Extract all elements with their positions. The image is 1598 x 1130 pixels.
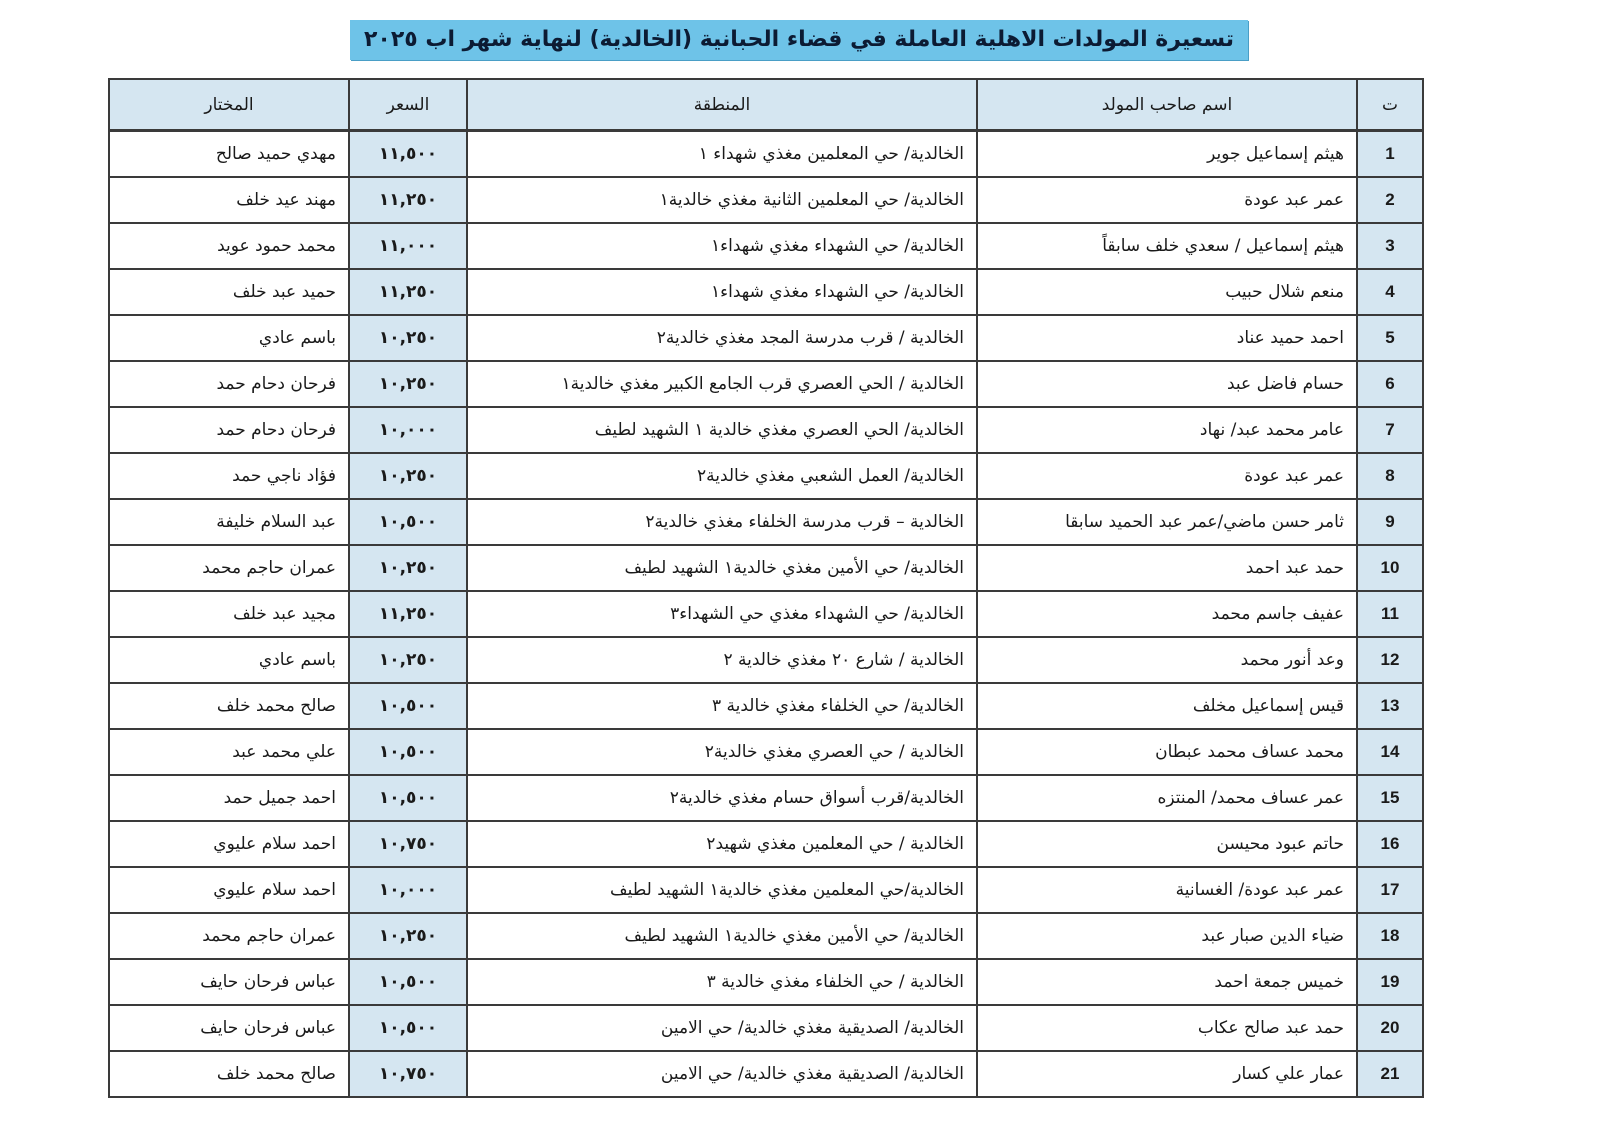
table-row — [109, 1005, 1423, 1051]
table-row — [109, 499, 1423, 545]
row-price-cell: ١٠,٧٥٠ — [349, 821, 467, 867]
title-wrap — [0, 20, 1598, 60]
row-price-cell: ١٠,٢٥٠ — [349, 913, 467, 959]
table-row — [109, 683, 1423, 729]
row-mukhtar-cell: مجيد عبد خلف — [109, 591, 349, 637]
row-owner-cell: احمد حميد عناد — [977, 315, 1357, 361]
row-price-cell: ١١,٢٥٠ — [349, 177, 467, 223]
row-owner-cell: عامر محمد عبد/ نهاد — [977, 407, 1357, 453]
row-mukhtar-cell: علي محمد عبد — [109, 729, 349, 775]
row-price-cell: ١٠,٢٥٠ — [349, 637, 467, 683]
row-mukhtar-cell: مهند عيد خلف — [109, 177, 349, 223]
row-owner-cell: حمد عبد احمد — [977, 545, 1357, 591]
table-row — [109, 729, 1423, 775]
row-price-cell: ١١,٢٥٠ — [349, 269, 467, 315]
row-price-cell: ١١,٠٠٠ — [349, 223, 467, 269]
row-price-cell: ١١,٢٥٠ — [349, 591, 467, 637]
row-owner-cell: هيثم إسماعيل جوير — [977, 131, 1357, 178]
table-row — [109, 545, 1423, 591]
table-row — [109, 453, 1423, 499]
row-mukhtar-cell: عباس فرحان حايف — [109, 959, 349, 1005]
table-header — [109, 79, 1423, 131]
table-row — [109, 361, 1423, 407]
row-owner-cell: منعم شلال حبيب — [977, 269, 1357, 315]
row-index-cell: 1 — [1357, 131, 1423, 178]
row-area-cell: الخالدية/حي المعلمين مغذي خالدية١ الشهيد لطيف — [467, 867, 977, 913]
row-price-cell: ١٠,٥٠٠ — [349, 499, 467, 545]
row-owner-cell: قيس إسماعيل مخلف — [977, 683, 1357, 729]
row-area-cell: الخالدية/ حي الشهداء مغذي حي الشهداء٣ — [467, 591, 977, 637]
row-owner-cell: محمد عساف محمد عبطان — [977, 729, 1357, 775]
row-index-cell: 4 — [1357, 269, 1423, 315]
row-index-cell: 9 — [1357, 499, 1423, 545]
row-area-cell: الخالدية/ حي الخلفاء مغذي خالدية ٣ — [467, 683, 977, 729]
row-index-cell: 21 — [1357, 1051, 1423, 1097]
table-row — [109, 223, 1423, 269]
row-area-cell: الخالدية/ الحي العصري مغذي خالدية ١ الشهيد لطيف — [467, 407, 977, 453]
row-price-cell: ١٠,٥٠٠ — [349, 683, 467, 729]
row-area-cell: الخالدية / قرب مدرسة المجد مغذي خالدية٢ — [467, 315, 977, 361]
table-row — [109, 637, 1423, 683]
row-index-cell: 15 — [1357, 775, 1423, 821]
row-owner-cell: عمر عساف محمد/ المنتزه — [977, 775, 1357, 821]
row-mukhtar-cell: فؤاد ناجي حمد — [109, 453, 349, 499]
row-price-cell: ١٠,٥٠٠ — [349, 775, 467, 821]
row-owner-cell: ضياء الدين صبار عبد — [977, 913, 1357, 959]
row-mukhtar-cell: احمد سلام عليوي — [109, 867, 349, 913]
row-price-cell: ١٠,٧٥٠ — [349, 1051, 467, 1097]
row-index-cell: 18 — [1357, 913, 1423, 959]
row-price-cell: ١٠,٢٥٠ — [349, 315, 467, 361]
table-row — [109, 407, 1423, 453]
table-row — [109, 1051, 1423, 1097]
row-area-cell: الخالدية/ حي المعلمين مغذي شهداء ١ — [467, 131, 977, 178]
table-body — [109, 131, 1423, 1098]
row-area-cell: الخالدية / حي العصري مغذي خالدية٢ — [467, 729, 977, 775]
row-mukhtar-cell: باسم عادي — [109, 637, 349, 683]
row-price-cell: ١٠,٥٠٠ — [349, 1005, 467, 1051]
row-index-cell: 20 — [1357, 1005, 1423, 1051]
page-title: تسعيرة المولدات الاهلية العاملة في قضاء الحبانية (الخالدية) لنهاية شهر اب ٢٠٢٥ — [350, 20, 1248, 60]
row-area-cell: الخالدية/ حي الأمين مغذي خالدية١ الشهيد لطيف — [467, 545, 977, 591]
row-index-cell: 17 — [1357, 867, 1423, 913]
row-price-cell: ١٠,٢٥٠ — [349, 453, 467, 499]
row-index-cell: 10 — [1357, 545, 1423, 591]
row-owner-cell: حاتم عبود محيسن — [977, 821, 1357, 867]
table-row — [109, 591, 1423, 637]
row-area-cell: الخالدية/ حي الأمين مغذي خالدية١ الشهيد لطيف — [467, 913, 977, 959]
row-area-cell: الخالدية / حي المعلمين مغذي شهيد٢ — [467, 821, 977, 867]
row-area-cell: الخالدية/ حي الشهداء مغذي شهداء١ — [467, 269, 977, 315]
row-area-cell: الخالدية/ الصديقية مغذي خالدية/ حي الامين — [467, 1051, 977, 1097]
table-row — [109, 131, 1423, 178]
row-owner-cell: وعد أنور محمد — [977, 637, 1357, 683]
row-price-cell: ١٠,٠٠٠ — [349, 867, 467, 913]
row-index-cell: 16 — [1357, 821, 1423, 867]
row-price-cell: ١٠,٥٠٠ — [349, 729, 467, 775]
row-mukhtar-cell: مهدي حميد صالح — [109, 131, 349, 178]
table-row — [109, 177, 1423, 223]
row-owner-cell: حمد عبد صالح عكاب — [977, 1005, 1357, 1051]
generator-price-table — [108, 78, 1424, 1098]
row-area-cell: الخالدية/قرب أسواق حسام مغذي خالدية٢ — [467, 775, 977, 821]
row-owner-cell: عفيف جاسم محمد — [977, 591, 1357, 637]
row-owner-cell: عمر عبد عودة — [977, 453, 1357, 499]
row-mukhtar-cell: محمد حمود عويد — [109, 223, 349, 269]
row-price-cell: ١٠,٠٠٠ — [349, 407, 467, 453]
row-mukhtar-cell: صالح محمد خلف — [109, 1051, 349, 1097]
row-index-cell: 19 — [1357, 959, 1423, 1005]
row-area-cell: الخالدية / شارع ٢٠ مغذي خالدية ٢ — [467, 637, 977, 683]
header-row — [109, 79, 1423, 131]
row-mukhtar-cell: احمد سلام عليوي — [109, 821, 349, 867]
row-price-cell: ١٠,٢٥٠ — [349, 545, 467, 591]
row-mukhtar-cell: صالح محمد خلف — [109, 683, 349, 729]
row-index-cell: 8 — [1357, 453, 1423, 499]
row-owner-cell: خميس جمعة احمد — [977, 959, 1357, 1005]
row-mukhtar-cell: عمران حاجم محمد — [109, 545, 349, 591]
table-row — [109, 959, 1423, 1005]
row-area-cell: الخالدية / حي الخلفاء مغذي خالدية ٣ — [467, 959, 977, 1005]
row-area-cell: الخالدية / الحي العصري قرب الجامع الكبير مغذي خالدية١ — [467, 361, 977, 407]
row-mukhtar-cell: احمد جميل حمد — [109, 775, 349, 821]
row-owner-cell: ثامر حسن ماضي/عمر عبد الحميد سابقا — [977, 499, 1357, 545]
row-area-cell: الخالدية/ الصديقية مغذي خالدية/ حي الامين — [467, 1005, 977, 1051]
row-owner-cell: حسام فاضل عبد — [977, 361, 1357, 407]
row-index-cell: 11 — [1357, 591, 1423, 637]
row-mukhtar-cell: فرحان دحام حمد — [109, 407, 349, 453]
header-area: المنطقة — [467, 79, 977, 131]
row-mukhtar-cell: حميد عبد خلف — [109, 269, 349, 315]
row-index-cell: 5 — [1357, 315, 1423, 361]
row-index-cell: 6 — [1357, 361, 1423, 407]
row-index-cell: 12 — [1357, 637, 1423, 683]
table-row — [109, 269, 1423, 315]
row-owner-cell: عمر عبد عودة/ الغسانية — [977, 867, 1357, 913]
row-price-cell: ١١,٥٠٠ — [349, 131, 467, 178]
header-owner: اسم صاحب المولد — [977, 79, 1357, 131]
row-area-cell: الخالدية/ حي المعلمين الثانية مغذي خالدية١ — [467, 177, 977, 223]
row-area-cell: الخالدية – قرب مدرسة الخلفاء مغذي خالدية٢ — [467, 499, 977, 545]
table-row — [109, 867, 1423, 913]
row-area-cell: الخالدية/ العمل الشعبي مغذي خالدية٢ — [467, 453, 977, 499]
table-row — [109, 913, 1423, 959]
row-index-cell: 2 — [1357, 177, 1423, 223]
row-mukhtar-cell: باسم عادي — [109, 315, 349, 361]
row-mukhtar-cell: فرحان دحام حمد — [109, 361, 349, 407]
table-row — [109, 315, 1423, 361]
header-index: ت — [1357, 79, 1423, 131]
row-mukhtar-cell: عبد السلام خليفة — [109, 499, 349, 545]
row-owner-cell: هيثم إسماعيل / سعدي خلف سابقاً — [977, 223, 1357, 269]
row-mukhtar-cell: عباس فرحان حايف — [109, 1005, 349, 1051]
row-index-cell: 7 — [1357, 407, 1423, 453]
row-area-cell: الخالدية/ حي الشهداء مغذي شهداء١ — [467, 223, 977, 269]
row-price-cell: ١٠,٥٠٠ — [349, 959, 467, 1005]
row-index-cell: 13 — [1357, 683, 1423, 729]
table-row — [109, 775, 1423, 821]
header-price: السعر — [349, 79, 467, 131]
row-owner-cell: عمر عبد عودة — [977, 177, 1357, 223]
row-mukhtar-cell: عمران حاجم محمد — [109, 913, 349, 959]
row-owner-cell: عمار علي كسار — [977, 1051, 1357, 1097]
table-row — [109, 821, 1423, 867]
row-index-cell: 14 — [1357, 729, 1423, 775]
row-index-cell: 3 — [1357, 223, 1423, 269]
row-price-cell: ١٠,٢٥٠ — [349, 361, 467, 407]
header-mukhtar: المختار — [109, 79, 349, 131]
